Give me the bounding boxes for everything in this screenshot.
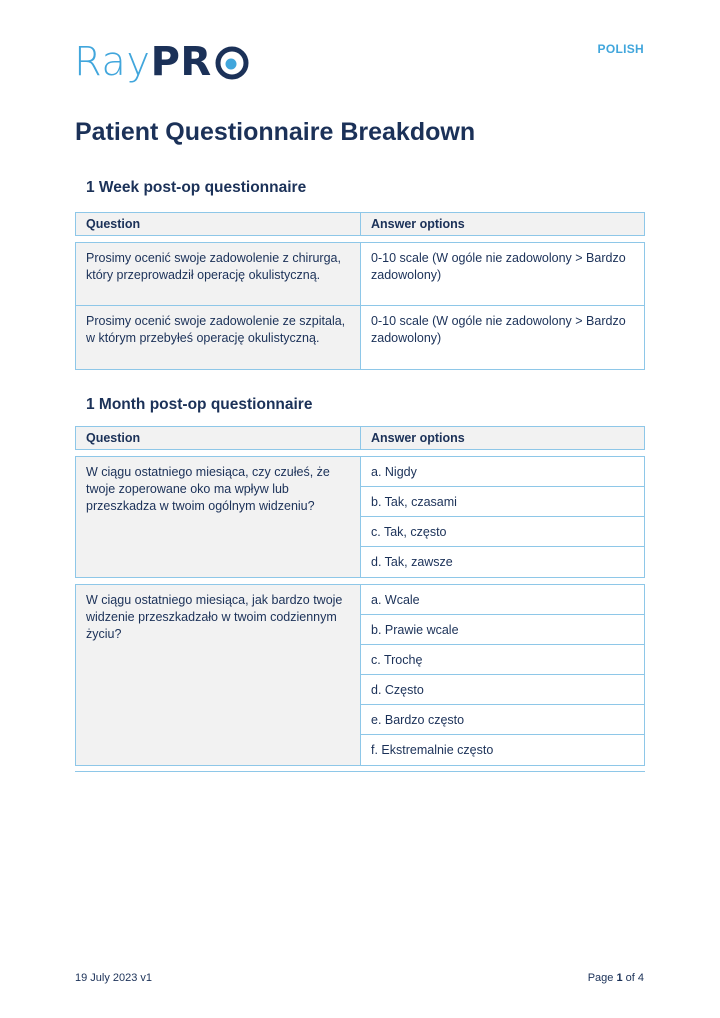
header-question: Question [76, 427, 361, 449]
logo-pr-text: PR [150, 39, 212, 85]
answer-option: d. Tak, zawsze [371, 555, 453, 569]
answer-cell: 0-10 scale (W ogóle nie zadowolony > Bardzo zadowolony) [371, 314, 626, 345]
table-bottom-rule [75, 766, 645, 772]
question-cell: W ciągu ostatniego miesiąca, jak bardzo twoje widzenie przeszkadzało w twoim codziennym życiu? [76, 585, 361, 765]
page-title: Patient Questionnaire Breakdown [75, 118, 476, 146]
language-label: POLISH [597, 42, 644, 56]
answer-option: b. Tak, czasami [361, 487, 644, 517]
page-prefix: Page [587, 972, 614, 984]
table-1-month [75, 426, 645, 772]
question-cell: W ciągu ostatniego miesiąca, czy czułeś, że twoje zoperowane oko ma wpływ lub przeszkadza w twoim ogólnym widzeniu? [76, 457, 361, 577]
logo-ray-text: Ray [74, 39, 151, 85]
footer-page-number [588, 972, 644, 984]
question-cell: Prosimy ocenić swoje zadowolenie ze szpitala, w którym przebyłeś operację okulistyczną. [76, 306, 361, 369]
table-1-week [75, 212, 645, 370]
table-row [75, 584, 645, 766]
answer-option: e. Bardzo często [361, 705, 644, 735]
answer-option: c. Trochę [361, 645, 644, 675]
answer-cell: 0-10 scale (W ogóle nie zadowolony > Bardzo zadowolony) [371, 251, 626, 282]
answer-option: a. Nigdy [361, 457, 644, 487]
table-row [75, 242, 645, 306]
raypro-logo [74, 40, 250, 84]
table-row [75, 306, 645, 370]
answer-option: b. Prawie wcale [361, 615, 644, 645]
question-cell: Prosimy ocenić swoje zadowolenie z chirurga, który przeprowadził operację okulistyczną. [76, 243, 361, 305]
header-question: Question [76, 213, 361, 235]
header-answer-options: Answer options [371, 217, 465, 231]
answer-option: c. Tak, często [361, 517, 644, 547]
page-total: of 4 [625, 972, 644, 984]
answer-option: d. Często [361, 675, 644, 705]
table-header [75, 212, 645, 236]
eye-logo-icon [214, 45, 250, 81]
footer-date: 19 July 2023 v1 [75, 972, 153, 984]
section-title-1-month: 1 Month post-op questionnaire [86, 396, 313, 413]
section-title-1-week: 1 Week post-op questionnaire [86, 179, 307, 196]
table-row [75, 456, 645, 578]
header-answer-options: Answer options [371, 431, 465, 445]
page-current: 1 [616, 972, 623, 984]
answer-option: a. Wcale [361, 585, 644, 615]
answer-option: f. Ekstremalnie często [371, 743, 494, 757]
table-header [75, 426, 645, 450]
